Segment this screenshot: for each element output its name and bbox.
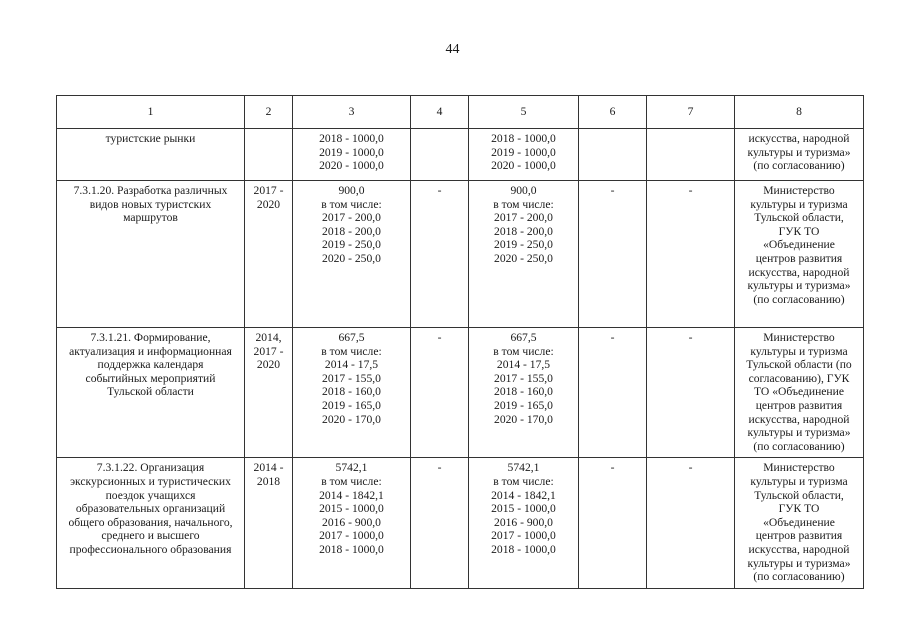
period-cell: 2014, 2017 - 2020 (245, 328, 293, 458)
other-funding-cell: - (647, 458, 735, 588)
federal-funding-cell: - (411, 181, 469, 328)
other-funding-cell: - (647, 328, 735, 458)
regional-funding-cell: 5742,1 в том числе: 2014 - 1842,1 2015 - 1000,0 2016 - 900,0 2017 - 1000,0 2018 - 1000,0 (469, 458, 579, 588)
header-cell-1: 1 (57, 96, 245, 129)
regional-funding-cell: 2018 - 1000,0 2019 - 1000,0 2020 - 1000,0 (469, 129, 579, 181)
other-funding-cell (647, 129, 735, 181)
period-cell (245, 129, 293, 181)
local-funding-cell: - (579, 181, 647, 328)
header-cell-3: 3 (293, 96, 411, 129)
header-cell-6: 6 (579, 96, 647, 129)
table-header-row (57, 96, 864, 129)
program-activities-table (56, 95, 864, 589)
table-row (57, 181, 864, 328)
header-cell-4: 4 (411, 96, 469, 129)
activity-name-cell: 7.3.1.22. Организация экскурсионных и туристических поездок учащихся образовательных организаций общего образования, начального, среднего и высшего профессионального образования (57, 458, 245, 588)
regional-funding-cell: 667,5 в том числе: 2014 - 17,5 2017 - 155,0 2018 - 160,0 2019 - 165,0 2020 - 170,0 (469, 328, 579, 458)
regional-funding-cell: 900,0 в том числе: 2017 - 200,0 2018 - 200,0 2019 - 250,0 2020 - 250,0 (469, 181, 579, 328)
page-number: 44 (445, 42, 460, 57)
local-funding-cell: - (579, 458, 647, 588)
activity-name-cell: 7.3.1.21. Формирование, актуализация и информационная поддержка календаря событийных мероприятий Тульской области (57, 328, 245, 458)
header-cell-8: 8 (735, 96, 864, 129)
activity-name-cell: 7.3.1.20. Разработка различных видов новых туристских маршрутов (57, 181, 245, 328)
responsible-cell: искусства, народной культуры и туризма» (по согласованию) (735, 129, 864, 181)
federal-funding-cell: - (411, 458, 469, 588)
activity-name-cell: туристские рынки (57, 129, 245, 181)
table-row (57, 129, 864, 181)
local-funding-cell (579, 129, 647, 181)
table-row (57, 328, 864, 458)
responsible-cell: Министерство культуры и туризма Тульской области, ГУК ТО «Объединение центров развития искусства, народной культуры и туризма» (по согласованию) (735, 181, 864, 328)
other-funding-cell: - (647, 181, 735, 328)
table-row (57, 458, 864, 588)
period-cell: 2017 - 2020 (245, 181, 293, 328)
responsible-cell: Министерство культуры и туризма Тульской области, ГУК ТО «Объединение центров развития искусства, народной культуры и туризма» (по согласованию) (735, 458, 864, 588)
local-funding-cell: - (579, 328, 647, 458)
federal-funding-cell: - (411, 328, 469, 458)
total-funding-cell: 2018 - 1000,0 2019 - 1000,0 2020 - 1000,0 (293, 129, 411, 181)
total-funding-cell: 5742,1 в том числе: 2014 - 1842,1 2015 - 1000,0 2016 - 900,0 2017 - 1000,0 2018 - 1000,0 (293, 458, 411, 588)
total-funding-cell: 900,0 в том числе: 2017 - 200,0 2018 - 200,0 2019 - 250,0 2020 - 250,0 (293, 181, 411, 328)
header-cell-2: 2 (245, 96, 293, 129)
period-cell: 2014 - 2018 (245, 458, 293, 588)
header-cell-7: 7 (647, 96, 735, 129)
total-funding-cell: 667,5 в том числе: 2014 - 17,5 2017 - 155,0 2018 - 160,0 2019 - 165,0 2020 - 170,0 (293, 328, 411, 458)
header-cell-5: 5 (469, 96, 579, 129)
responsible-cell: Министерство культуры и туризма Тульской области (по согласованию), ГУК ТО «Объединение центров развития искусства, народной культуры и туризма» (по согласованию) (735, 328, 864, 458)
federal-funding-cell (411, 129, 469, 181)
